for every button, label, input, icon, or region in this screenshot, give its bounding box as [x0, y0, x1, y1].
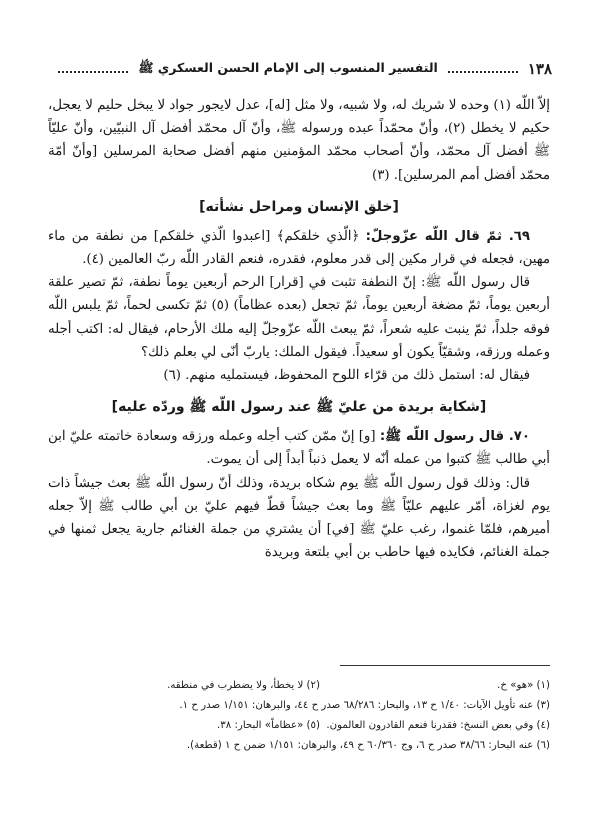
header-dotted-rule [448, 71, 518, 73]
section-heading: [خلق الإنسان ومراحل نشأته] [199, 198, 399, 215]
footnote-row [48, 676, 550, 696]
footnotes [48, 665, 550, 756]
paragraph: قال: وذلك قول رسول اللّه ﷺ يوم شكاه بريدة، وذلك أنّ رسول اللّه ﷺ بعث جيشاً ذات يوم لغزاة، أمّر عليهم عليّاً ﷺ وما بعث جيشاً قطّ فيهم عليّ بن أبي طالب ﷺ إلاّ جعله أميرهم، فلمّا غنموا، رغب عليّ ﷺ [في] أن يشتري من جملة الغنائم جارية يجعل ثمنها في جملة الغنائم، فكايده فيها حاطب بن أبي بلتعة وبريدة [48, 475, 550, 561]
footnote: (٤) وفي بعض النسخ: فقدرنا فنعم القادرون العالمون. [326, 720, 550, 731]
paragraph-lead: ٧٠. قال رسول اللّه ﷺ: [379, 429, 530, 445]
paragraph [48, 225, 550, 271]
footnote: (٣) عنه تأويل الآيات: ١/٤٠ ح ١٣، والبحار: ٦٨/٢٨٦ صدر ح ٤٤، والبرهان: ١/١٥١ صدر ح ١. [179, 700, 550, 711]
paragraph: إلاّ اللّه (١) وحده لا شريك له، ولا شبيه، ولا مثل [له]، عدل لايجور جواد لا يبخل حليم لا يعجل، حكيم لا يخطل (٢)، وأنّ محمّداً عبده ورسوله ﷺ، وأنّ آل محمّد أفضل آل النبيّين، وأنّ عليّاً ﷺ أفضل آل محمّد، وأنّ أصحاب محمّد المؤمنين منهم أفضل صحابة المرسلين [وأنّ أمّة محمّد أفضل أمم المرسلين]. (٣) [48, 98, 551, 183]
footnote-separator [340, 665, 550, 666]
footnote: (٦) عنه البحار: ٣٨/٦٦ صدر ح ٦، وج ٦٠/٣٦٠ ح ٤٩، والبرهان: ١/١٥١ ضمن ح ١ (قطعة). [186, 740, 550, 751]
page-number: ١٣٨ [527, 60, 552, 78]
paragraph-lead: ٦٩. ثمّ قال اللّه عزّوجلّ: [365, 228, 531, 244]
section-heading: [شكاية بريدة من عليّ ﷺ عند رسول اللّه ﷺ وردّه عليه] [111, 399, 487, 416]
footnote-row [48, 716, 550, 736]
paragraph [48, 425, 550, 471]
running-title: التفسير المنسوب إلى الإمام الحسن العسكري ﷺ [138, 59, 438, 75]
paragraph: فيقال له: استمل ذلك من قرّاء اللوح المحفوظ، فيستمليه منهم. (٦) [163, 368, 530, 384]
page-header [48, 58, 552, 80]
header-dotted-rule [58, 71, 128, 73]
paragraph-text: ﴿الّذي خلقكم﴾ [اعبدوا الّذي خلقكم] من نطفة من ماء مهين، فجعله في قرار مكين إلى قدر معلوم، فقدره، فنعم القادر اللّه ربّ العالمين (٤). [48, 228, 550, 268]
main-text [48, 94, 550, 564]
footnote: (١) «هو» خ. [497, 680, 550, 691]
paragraph-text: [و] إنّ ممّن كتب أجله وعمله ورزقه وسعادة خاتمته عليّ ابن أبي طالب ﷺ كتبوا من عمله أنّه لا يعمل ذنباً أبداً إلى أن يموت. [48, 429, 550, 468]
footnote: (٢) لا يخطأ، ولا يضطرب في منطقه. [167, 680, 320, 691]
footnote: (٥) «عظاماً» البحار: ٣٨. [217, 720, 320, 731]
paragraph: قال رسول اللّه ﷺ: إنّ النطفة تثبت في [قرار] الرحم أربعين يوماً نطفة، ثمّ تصير علقة أربعين يوماً، ثمّ مضغة أربعين يوماً، ثمّ تجعل (بعده عظاماً) (٥) ثمّ تكسى لحماً، ثمّ يلبس اللّه فوقه جلداً، ثمّ ينبت عليه شعراً، ثمّ يبعث اللّه عزّوجلّ إليه ملك الأرحام، فيقال له: اكتب أجله وعمله ورزقه، وشقيّاً يكون أو سعيداً. فيقول الملك: ياربّ أنّى لي بعلم ذلك؟ [48, 275, 550, 360]
